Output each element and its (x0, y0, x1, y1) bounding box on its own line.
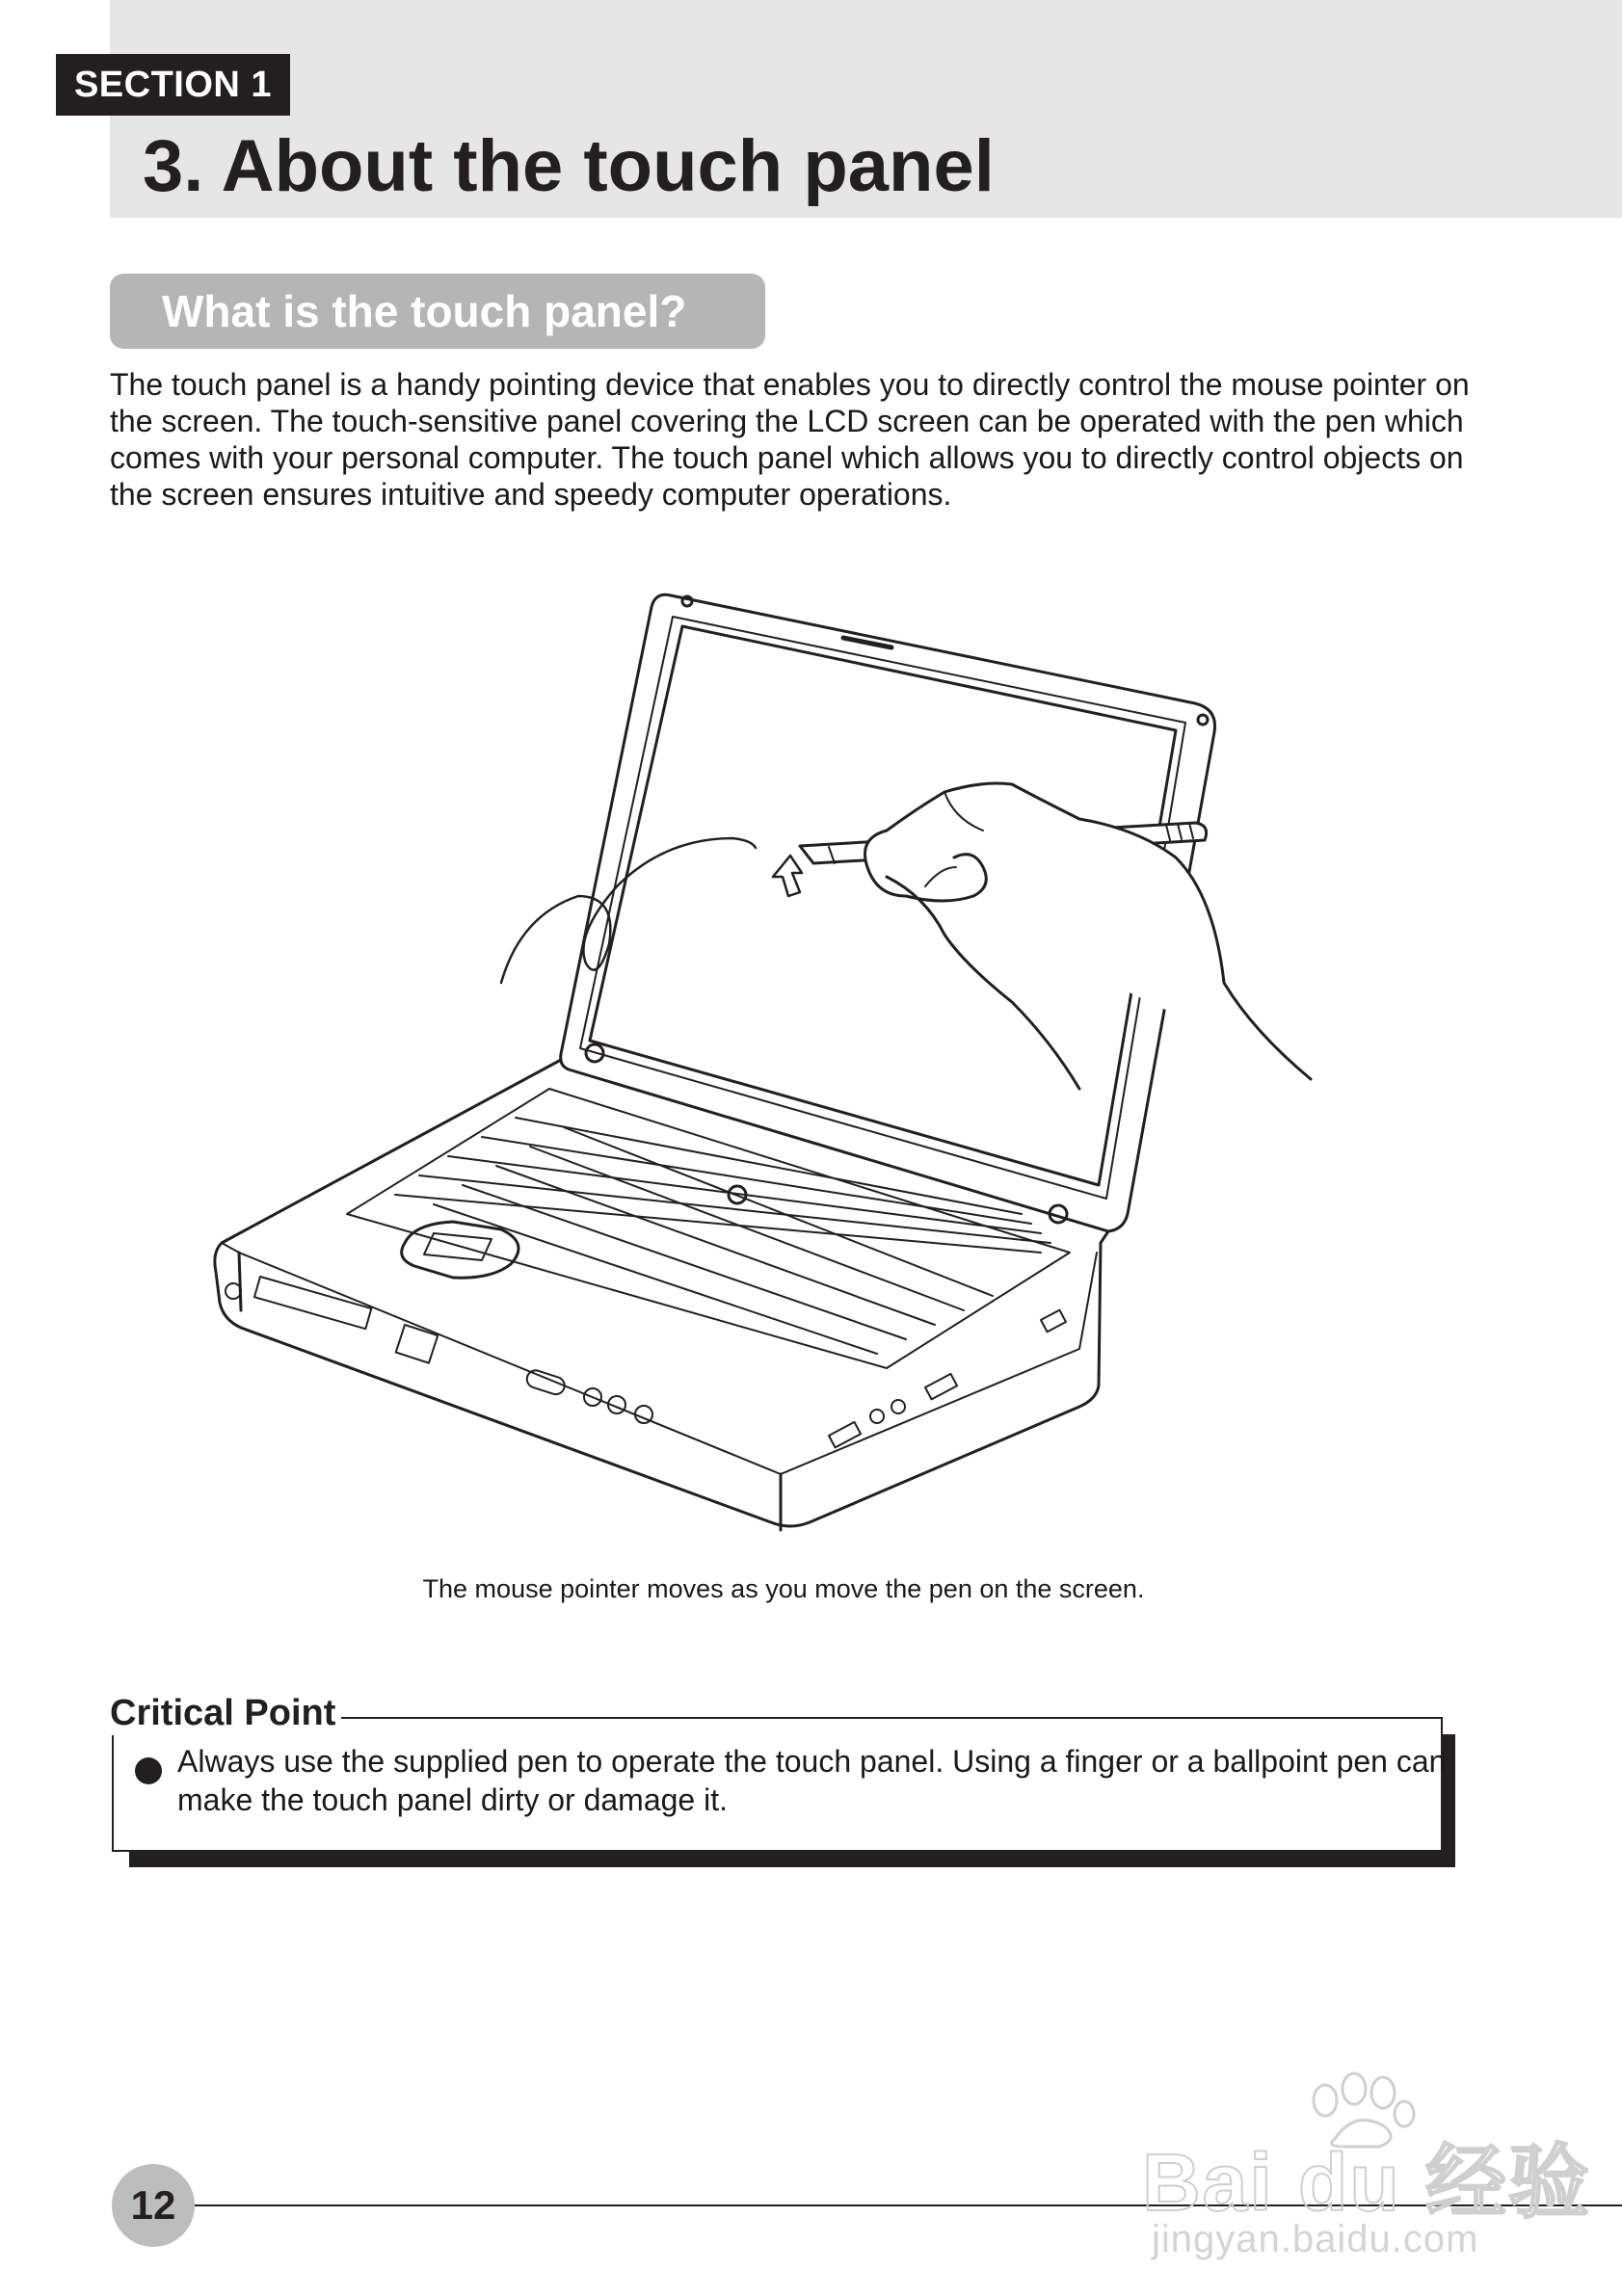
intro-line: The touch panel is a handy pointing device that enables you to directly control the mouse pointer on (110, 367, 1470, 402)
pen-trace (501, 838, 756, 983)
bullet-icon (135, 1757, 162, 1784)
watermark-url: jingyan.baidu.com (1152, 2218, 1479, 2260)
critical-line: make the touch panel dirty or damage it. (177, 1782, 728, 1817)
critical-point-title: Critical Point (110, 1691, 341, 1735)
page-title: 3. About the touch panel (143, 125, 995, 207)
intro-paragraph (110, 366, 1478, 513)
watermark (1142, 2072, 1592, 2260)
touchpad (402, 1222, 519, 1278)
keyboard-area (347, 1089, 1070, 1368)
critical-point-text (177, 1742, 1447, 1819)
intro-line: comes with your personal computer. The touch panel which allows you to directly control objects on (110, 440, 1464, 475)
laptop-base (215, 1060, 1108, 1526)
critical-point-box (112, 1717, 1447, 1852)
intro-line: the screen. The touch-sensitive panel covering the LCD screen can be operated with the pen which (110, 404, 1464, 438)
laptop-illustration (212, 578, 1349, 1542)
subsection-heading: What is the touch panel? (110, 274, 765, 349)
keyboard-keys (395, 1118, 1050, 1354)
section-tag: SECTION 1 (56, 54, 290, 116)
intro-line: the screen ensures intuitive and speedy computer operations. (110, 477, 952, 512)
critical-line: Always use the supplied pen to operate the touch panel. Using a finger or a ballpoint pen can (177, 1744, 1447, 1779)
figure-caption: The mouse pointer moves as you move the pen on the screen. (422, 1574, 1145, 1603)
hand (865, 783, 1312, 1089)
page-number: 12 (112, 2164, 195, 2247)
mouse-pointer (773, 856, 802, 896)
watermark-logo: Bai du 经验 (1142, 2137, 1592, 2228)
